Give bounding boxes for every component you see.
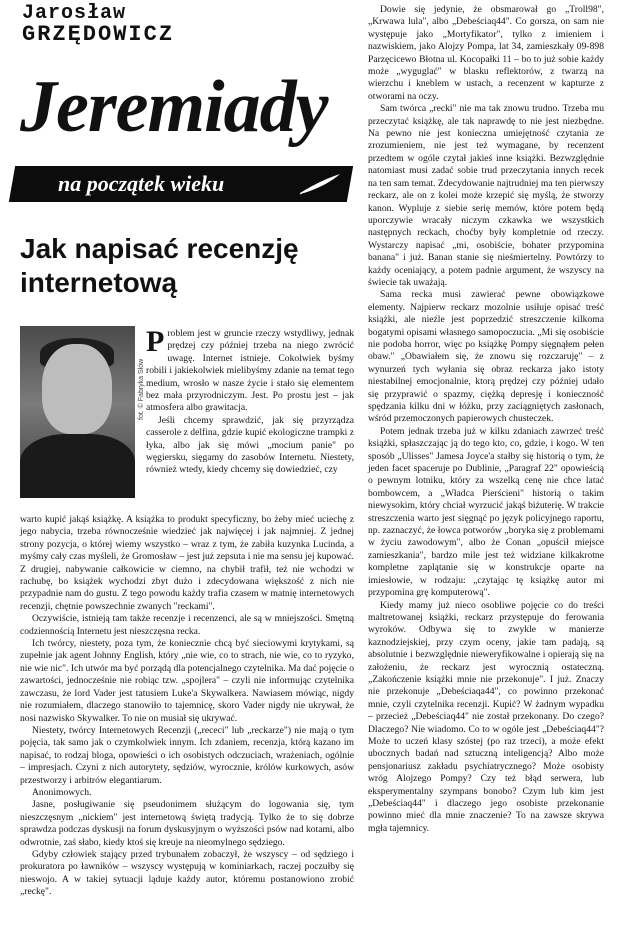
article-intro [146,325,354,477]
paragraph: Niestety, twórcy Internetowych Recenzji („receci" lub „reckarze") nie mają o tym pojęcia, tak samo jak o czymkolwiek innym. Ich zdaniem, recenzja, którą kazano im napisać, to rodzaj bloga, opowieści o ich osobistych odczuciach, wrażeniach, ogólnie – impresjach. Czyni z nich autorytety, sędziów, wyrocznie, królów kurkowych, asów przestworzy i arbitrów elegantiarum. [20,724,354,786]
paragraph: Jeśli chcemy sprawdzić, jak się przyrządza casserole z delfina, gdzie kupić ekologiczne trampki z łyka, albo jak się mówi „mocium panie" po węgiersku, sięgamy do zasobów Internetu. Niestety, również wtedy, kiedy chcemy się dowiedzieć, czy [146,414,354,476]
article-body-right [368,4,604,835]
paragraph: Potem jednak trzeba już w kilku zdaniach zawrzeć treść książki, spłaszczając ją do tego kto, co, gdzie, i kogo. W ten sposób „Ulisses" Jamesa Joyce'a stałby się historią o tym, że jeden facet spaceruje po Dublinie, „Paragraf 22" opowieścią o pewnym lotniku, który za wszelką cenę nie chce latać bombowcem, a „Władca Pierścieni" historią o takim niewysokim, który chciał wyrzucić jakąś biżuterię. W trakcie streszczenia warto jest sięgnąć po język policyjnego raportu, np. zaznaczyć, że łowca potworów „boryka się z problemami w życiu zawodowym", albo że Conan „opuścił miejsce zamieszkania", bardzo mile jest też widziane kilkakrotne kompletne zaplątanie się w konstrukcje oparte na imiesłowie, w rodzaju: „czytając tę książkę autor mi przypomina grę komputerową". [368,425,604,599]
column-title: Jeremiady [20,66,328,148]
paragraph: Ich twórcy, niestety, poza tym, że koniecznie chcą być sieciowymi krytykami, są zupełnie jak agent Johnny English, który „nie wie, co to strach, nie wie, co to ryzyko, nie wie nic". Ich utwór ma być porządą dla potencjalnego czytelnika. Ma dać pojęcie o zawartości, jednocześnie nie robiąc tzw. „spojlera" – czyli nie informując czytelnika zawczasu, że lord Vader jest tatusiem Luke'a Skywalkera. Nawiasem mówiąc, nigdy nie rozumiałem, dlaczego stanowiło to tajemnicę, skoro Vader nigdy nie ukrywał, że nosi nazwisko Skywalker. To nie on musiał się ukrywać. [20,638,354,724]
article-headline: Jak napisać recenzję internetową [20,233,299,298]
dropcap: P [146,325,165,358]
paragraph: Jasne, posługiwanie się pseudonimem służącym do logowania się, tym nieszczęsnym „nickiem" jest internetową świętą tradycją. Tylko że to się dobrze sprawdza podczas dyskusji na forum dyskusyjnym o wyższości psów nad kotami, albo odwrotnie, zaś słabo, kiedy ktoś się kreuje na nieomylnego sędziego. [20,799,354,848]
quill-icon [298,172,342,196]
paragraph: Gdyby człowiek stający przed trybunałem zobaczył, że wszyscy – od sędziego i prokuratora po ławników – wszyscy występują w kominiarkach, raczej poczułby się nieswojo. A w takiej sytuacji ląduje każdy autor, któremu postanowiono zrobić „reckę". [20,848,354,898]
paragraph: Problem jest w gruncie rzeczy wstydliwy, jednak prędzej czy później trzeba na niego zwrócić uwagę. Internet istnieje. Cokolwiek byśmy robili i jakiekolwiek mielibyśmy zdanie na temat tego medium, wrosło w nasze życie i stało się elementem bez mała przyrodniczym. Jest. Po prostu jest – jak atmosfera albo grawitacja. [146,325,354,414]
author-photo [20,326,135,498]
paragraph: warto kupić jakąś książkę. A książka to produkt specyficzny, bo żeby mieć uciechę z jego nabycia, trzeba równocześnie wiedzieć jak najwięcej i jak najmniej. Z jednej strony pozycja, o której wiemy wszystko – wraz z tym, że zabiła kuzynka Lucinda, a myśmy cały czas myśleli, że Gromosław – jest już zepsuta i nie ma sensu jej kupować. Z drugiej, nabywanie całkowicie w ciemno, na chybił trafił, też nie wchodzi w rachubę, bo książek wychodzi zbyt dużo i zdecydowana większość z nich nie przypadnie nam do gustu. Z tego powodu każdy trafia czasem w matnię internetowych recenzji, chętnie powszechnie zwanych "reckami". [20,514,354,612]
paragraph: Dowie się jedynie, że obsmarował go „Troll98", „Krwawa lula", albo „Debeściaq44". Co gorsza, on sam nie występuje jako „Mortyfikator", tylko z imieniem i nazwiskiem, jako Alojzy Pompa, lat 34, zamieszkały 09-898 Parzęcicewo Błotna ul. Kocopałki 11 – bo to już sobie każdy może „wyguglać" w blasku reflektorów, z twarzą na wierzchu i kneblem w ustach, a recenzent w kapturze z otworami na oczy. [368,4,604,102]
author-first-name: Jarosław [22,2,127,25]
photo-credit: fot. © Fabryka Słów [138,358,145,420]
column-subtitle: na początek wieku [58,171,225,196]
paragraph: Anonimowych. [32,786,92,798]
paragraph: Sam twórca „recki" nie ma tak znowu trudno. Trzeba mu przeczytać książkę, ale tak naprawdę to nie jest niezbędne. Na pewno nie jest konieczna umiejętność czytania ze zrozumieniem, nie jest też wymagane, by recenzent przedtem w ogóle czytał jakieś inne książki. Bezwzględnie natomiast musi zadać sobie trud przeczytania innych recek na ten sam temat. Zdecydowanie najtrudniej ma ten pierwszy reckarz, ale on z kolei może krzepić się myślą, że stworzy kanon. Wypluje z siebie serię memów, które potem będą uporczywie wracały niczym czkawka we wszystkich następnych reckach, choćby były kompletnie od rzeczy. Wystarczy napisać „mi, osobiście, bohater przypomina banana" i już. Banan stanie się nieśmiertelny. Powtórzy to każdy oceniający, a potem padnie argument, że wszyscy na świecie tak uważają. [368,103,604,288]
author-last-name: GRZĘDOWICZ [22,22,175,47]
article-body-left [20,514,354,899]
paragraph: Sama recka musi zawierać pewne obowiązkowe elementy. Najpierw reckarz mozolnie usiłuje opisać treść książki, ale nieźle jest poprzedzić streszczenie kilkoma bogatymi opisami własnego samopoczucia. „Mi się osobiście nie podoba horror, więc po książkę Pompy sięgnąłem pełen obaw." „Obawiałem się, że znowu się rozczaruję" – z wynurzeń tych wyłania się obraz reckarza jako istoty niestabilnej emocjonalnie, ktorą prędzej czy później udało się przyprawić o spazmy, ciężką depresję i konieczność spędzania kilku dni w łóżku, przy zaciągniętych zasłonach, wśród przemoczonych papierowych chusteczek. [368,289,604,425]
paragraph: Oczywiście, istnieją tam także recenzje i recenzenci, ale są w mniejszości. Smętną codziennością Internetu jest nieszczęsna recka. [20,613,354,637]
paragraph: Kiedy mamy już nieco osobliwe pojęcie co do treści maltretowanej książki, reckarz przystępuje do ferowania wyroków. Odbywa się to zwykle w manierze kaznodziejskiej, przy czym oceny, jakie tam padają, są absolutnie i bezwzględnie nieweryfikowalne i opierają się na założeniu, że reckarz jest wyrocznią ostateczną. „Zakończenie książki mnie nie przekonuje". I już. Znaczy nie przekonuje „Debeściaqa44", co powinno przekonać mnie, czyli czytelnika recenzji. Kupić? W żadnym wypadku – przecież „Debeściaq44" nie został przekonany. Do czego? Dlaczego? Nie wiadomo. Co to w ogóle jest „Debeściaq44"? Może to uczeń klasy szóstej (po raz trzeci), a może efekt ubocznych badań nad sztuczną inteligencją? Albo może pensjonariusz zakładu psychiatrycznego? Może osobisty wróg Alojzego Pompy? Czy też błąd serwera, lub eksperymentalny szympans bonobo? Czym lub kim jest „Debeściaq44" i dlaczego jego osobiste przekonanie powinno mieć dla mnie znaczenie? To na zawsze skrywa mgła tajemnicy. [368,599,604,834]
